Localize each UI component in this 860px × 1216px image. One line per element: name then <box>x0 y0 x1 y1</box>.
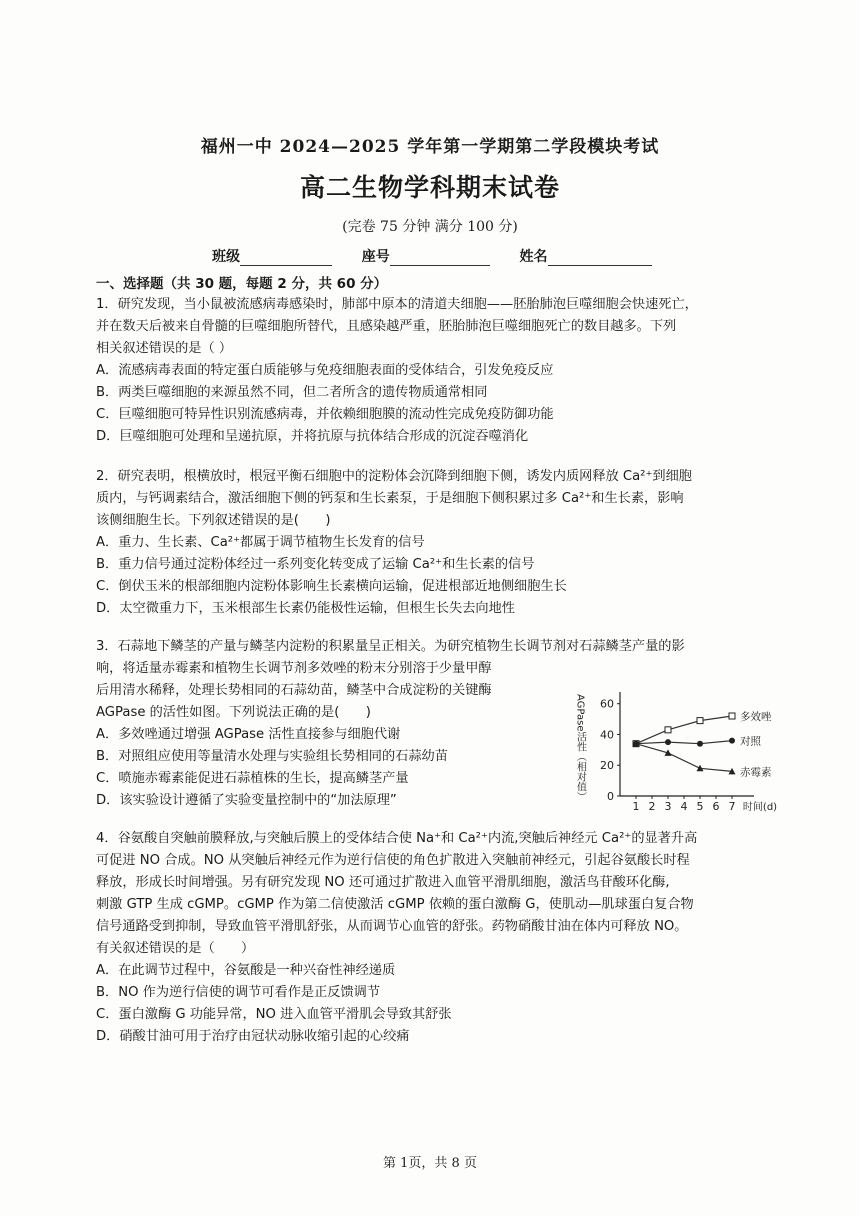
option-c: C．蛋白激酶 G 功能异常，NO 进入血管平滑肌会导致其舒张 <box>96 1007 452 1022</box>
option-b: B．NO 作为逆行信使的调节可看作是正反馈调节 <box>96 985 381 1000</box>
option-a: A．多效唑通过增强 AGPase 活性直接参与细胞代谢 <box>96 727 401 742</box>
question-stem-line: 有关叙述错误的是（ ） <box>96 941 255 956</box>
question-stem-line: 后用清水稀释，处理长势相同的石蒜幼苗，鳞茎中合成淀粉的关键酶 <box>96 683 492 698</box>
seat-label: 座号 <box>361 249 390 265</box>
x-tick-label: 3 <box>664 800 672 813</box>
option-a: A．流感病毒表面的特定蛋白质能够与免疫细胞表面的受体结合，引发免疫反应 <box>96 363 554 378</box>
name-field[interactable] <box>548 251 652 266</box>
section-title: 一、选择题（共 30 题，每题 2 分，共 60 分） <box>96 276 388 292</box>
class-label: 班级 <box>212 249 240 265</box>
y-tick-label: 20 <box>600 759 614 773</box>
question-stem-line: 可促进 NO 合成。NO 从突触后神经元作为逆行信使的角色扩散进入突触前神经元，引起谷氨酸长时程 <box>96 853 690 868</box>
option-d: D．太空微重力下，玉米根部生长素仍能极性运输，但根生长失去向地性 <box>96 601 515 616</box>
name-label: 姓名 <box>519 249 548 265</box>
question-stem-line: 响，将适量赤霉素和植物生长调节剂多效唑的粉末分别溶于少量甲醇 <box>96 661 492 676</box>
question-stem-line: 3．石蒜地下鳞茎的产量与鳞茎内淀粉的积累量呈正相关。为研究植物生长调节剂对石蒜鳞茎产量的影 <box>96 639 685 654</box>
student-info-row <box>212 246 652 266</box>
series-label: 对照 <box>740 735 761 748</box>
question-stem-line: AGPase 的活性如图。下列说法正确的是( ) <box>96 705 371 720</box>
data-point <box>665 727 671 733</box>
exam-title: 福州一中 2024—2025 学年第一学期第二学段模块考试 <box>200 137 660 157</box>
seat-field[interactable] <box>390 251 490 266</box>
question-stem-line: 刺激 GTP 生成 cGMP。cGMP 作为第二信使激活 cGMP 依赖的蛋白激酶 G，使肌动—肌球蛋白复合物 <box>96 897 694 912</box>
question-stem-line: 并在数天后被来自骨髓的巨噬细胞所替代，且感染越严重，胚胎肺泡巨噬细胞死亡的数目越多。下列 <box>96 319 677 334</box>
question-stem-line: 释放，形成长时间增强。另有研究发现 NO 还可通过扩散进入血管平滑肌细胞，激活鸟苷酸环化酶, <box>96 875 670 890</box>
option-d: D．硝酸甘油可用于治疗由冠状动脉收缩引起的心绞痛 <box>96 1029 410 1044</box>
question-stem-line: 4．谷氨酸自突触前膜释放,与突触后膜上的受体结合使 Na⁺和 Ca²⁺内流,突触后神经元 Ca²⁺的显著升高 <box>96 831 698 846</box>
option-c: C．喷施赤霉素能促进石蒜植株的生长，提高鳞茎产量 <box>96 771 409 786</box>
option-d: D．该实验设计遵循了实验变量控制中的“加法原理” <box>96 793 397 808</box>
class-field[interactable] <box>240 251 332 266</box>
question-stem-line: 信号通路受到抑制，导致血管平滑肌舒张，从而调节心血管的舒张。药物硝酸甘油在体内可释放 NO。 <box>96 919 688 934</box>
paper-title: 高二生物学科期末试卷 <box>299 173 560 202</box>
x-tick-label: 5 <box>696 800 704 813</box>
data-point <box>697 718 703 724</box>
question-stem-line: 2．研究表明，根横放时，根冠平衡石细胞中的淀粉体会沉降到细胞下侧，诱发内质网释放 Ca²⁺到细胞 <box>96 469 692 484</box>
question-stem-line: 质内，与钙调素结合，激活细胞下侧的钙泵和生长素泵，于是细胞下侧积累过多 Ca²⁺和生长素，影响 <box>96 491 684 506</box>
agpase-activity-chart <box>570 684 815 824</box>
exam-subtitle: (完卷 75 分钟 满分 100 分) <box>342 219 518 235</box>
series-line <box>636 716 732 744</box>
question-1 <box>96 294 786 448</box>
series-line <box>636 744 732 772</box>
option-d: D．巨噬细胞可处理和呈递抗原，并将抗原与抗体结合形成的沉淀吞噬消化 <box>96 429 529 444</box>
question-4 <box>96 828 786 1048</box>
question-stem-line: 相关叙述错误的是（ ） <box>96 341 233 356</box>
y-tick-label: 0 <box>607 790 614 803</box>
data-point <box>729 738 735 744</box>
page-number: 第 1页，共 8 页 <box>383 1156 477 1171</box>
y-tick-label: 40 <box>600 728 614 742</box>
series-label: 多效唑 <box>740 711 772 723</box>
series-line <box>636 741 732 744</box>
x-tick-label: 1 <box>632 800 640 813</box>
x-tick-label: 4 <box>680 800 688 813</box>
data-point <box>665 739 671 745</box>
series-label: 赤霉素 <box>740 766 772 779</box>
option-b: B．重力信号通过淀粉体经过一系列变化转变成了运输 Ca²⁺和生长素的信号 <box>96 557 535 572</box>
x-axis-label: 时间(d) <box>742 802 778 813</box>
y-tick-label: 60 <box>600 697 614 711</box>
data-point <box>729 713 735 719</box>
question-stem-line: 该侧细胞生长。下列叙述错误的是( ) <box>96 513 331 528</box>
question-stem-line: 1．研究发现，当小鼠被流感病毒感染时，肺部中原本的清道夫细胞——胚胎肺泡巨噬细胞会快速死亡， <box>96 297 698 312</box>
x-tick-label: 6 <box>712 800 720 813</box>
x-tick-label: 7 <box>728 800 736 813</box>
option-c: C．倒伏玉米的根部细胞内淀粉体影响生长素横向运输，促进根部近地侧细胞生长 <box>96 579 567 594</box>
option-a: A．在此调节过程中，谷氨酸是一种兴奋性神经递质 <box>96 963 396 978</box>
option-b: B．两类巨噬细胞的来源虽然不同，但二者所含的遗传物质通常相同 <box>96 385 488 400</box>
question-2 <box>96 466 786 620</box>
option-a: A．重力、生长素、Ca²⁺都属于调节植物生长发育的信号 <box>96 535 425 550</box>
x-tick-label: 2 <box>648 800 656 813</box>
option-c: C．巨噬细胞可特异性识别流感病毒，并依赖细胞膜的流动性完成免疫防御功能 <box>96 407 554 422</box>
data-point <box>697 741 703 747</box>
option-b: B．对照组应使用等量清水处理与实验组长势相同的石蒜幼苗 <box>96 749 448 764</box>
y-axis-label: AGPase活性（相对值） <box>574 694 586 802</box>
